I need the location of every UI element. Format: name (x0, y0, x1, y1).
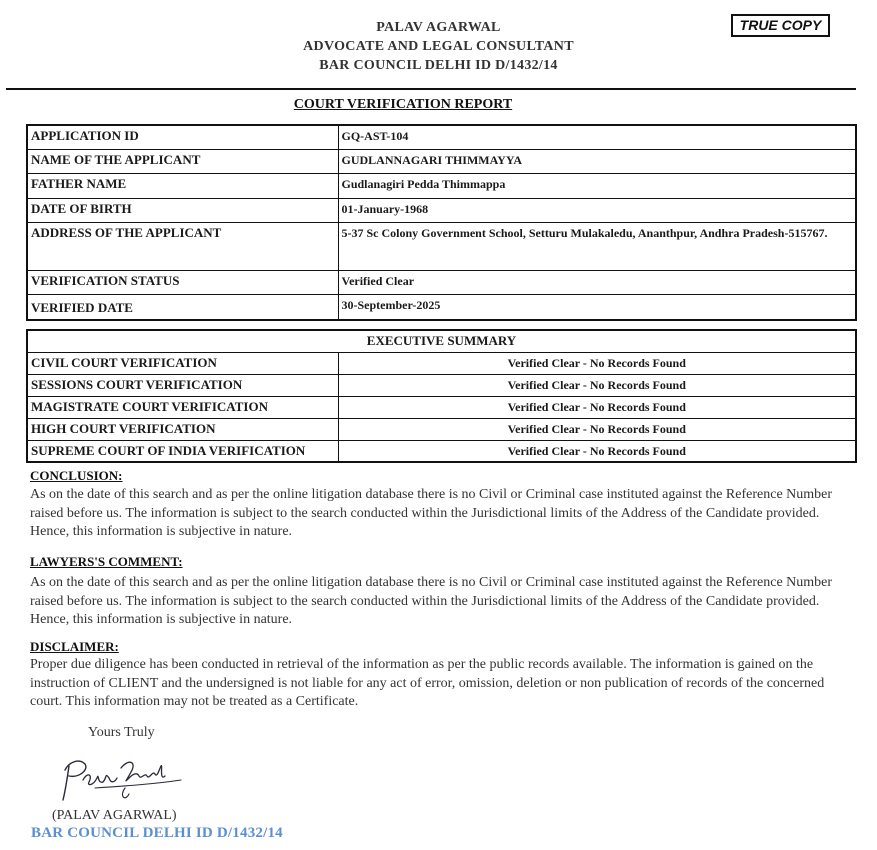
conclusion-heading: CONCLUSION: (30, 468, 123, 483)
header-divider (6, 88, 856, 90)
disclaimer-text: Proper due diligence has been conducted in retrieval of the information as per the public records available. The information is gained on the instruction of CLIENT and the undersigned is not liable for any act of error, omission, deletion or non publication of records of the concerned court. This information may not be treated as a Certificate. (30, 657, 825, 709)
signature-text: Palav Agarwal (55, 748, 61, 749)
summary-title: EXECUTIVE SUMMARY (27, 330, 856, 352)
info-value: Gudlanagiri Pedda Thimmappa (338, 173, 856, 198)
disclaimer-heading: DISCLAIMER: (30, 639, 119, 654)
summary-label: SUPREME COURT OF INDIA VERIFICATION (27, 440, 338, 462)
table-row (27, 125, 856, 149)
signatory-bar-id: BAR COUNCIL DELHI ID D/1432/14 (31, 825, 283, 841)
info-value: 5-37 Sc Colony Government School, Setturu Mulakaledu, Ananthpur, Andhra Pradesh-515767. (338, 222, 856, 270)
signatory-name: (PALAV AGARWAL) (52, 808, 177, 823)
table-row (27, 440, 856, 462)
info-label: ADDRESS OF THE APPLICANT (27, 222, 338, 270)
summary-value: Verified Clear - No Records Found (338, 396, 856, 418)
report-title: COURT VERIFICATION REPORT (293, 97, 513, 112)
info-label: NAME OF THE APPLICANT (27, 149, 338, 173)
handwritten-signature (55, 748, 185, 806)
summary-label: HIGH COURT VERIFICATION (27, 418, 338, 440)
table-row (27, 418, 856, 440)
summary-value: Verified Clear - No Records Found (338, 374, 856, 396)
summary-label: SESSIONS COURT VERIFICATION (27, 374, 338, 396)
applicant-info-table (26, 124, 857, 321)
summary-value: Verified Clear - No Records Found (338, 418, 856, 440)
table-header-row (27, 330, 856, 352)
advocate-designation: ADVOCATE AND LEGAL CONSULTANT (303, 39, 574, 54)
table-row (27, 374, 856, 396)
lawyers-comment-text: As on the date of this search and as per the online litigation database there is no Civil or Criminal case instituted against the Reference Number raised before us. The information is subject to the search conducted within the Jurisdictional limits of the Address of the Candidate provided. Hence, this information is subjective in nature. (30, 575, 833, 627)
true-copy-stamp: TRUE COPY (731, 14, 830, 37)
advocate-bar-id: BAR COUNCIL DELHI ID D/1432/14 (319, 58, 558, 73)
closing-salutation: Yours Truly (88, 725, 155, 740)
lawyers-comment-heading: LAWYERS'S COMMENT: (30, 554, 183, 569)
info-label: APPLICATION ID (27, 125, 338, 149)
table-row (27, 396, 856, 418)
summary-label: MAGISTRATE COURT VERIFICATION (27, 396, 338, 418)
table-row (27, 198, 856, 222)
summary-value: Verified Clear - No Records Found (338, 440, 856, 462)
info-label: VERIFICATION STATUS (27, 270, 338, 294)
info-value: GUDLANNAGARI THIMMAYYA (338, 149, 856, 173)
table-row (27, 294, 856, 320)
conclusion-text: As on the date of this search and as per the online litigation database there is no Civil or Criminal case instituted against the Reference Number raised before us. The information is subject to the search conducted within the Jurisdictional limits of the Address of the Candidate provided. Hence, this information is subjective in nature. (30, 487, 833, 539)
info-label: DATE OF BIRTH (27, 198, 338, 222)
info-value: GQ-AST-104 (338, 125, 856, 149)
table-row (27, 352, 856, 374)
info-label: VERIFIED DATE (27, 294, 338, 320)
summary-label: CIVIL COURT VERIFICATION (27, 352, 338, 374)
summary-value: Verified Clear - No Records Found (338, 352, 856, 374)
table-row (27, 149, 856, 173)
table-row (27, 173, 856, 198)
advocate-name: PALAV AGARWAL (376, 20, 501, 35)
info-value: Verified Clear (338, 270, 856, 294)
info-value: 30-September-2025 (338, 294, 856, 320)
table-row (27, 222, 856, 270)
executive-summary-table (26, 329, 857, 463)
table-row (27, 270, 856, 294)
info-label: FATHER NAME (27, 173, 338, 198)
info-value: 01-January-1968 (338, 198, 856, 222)
